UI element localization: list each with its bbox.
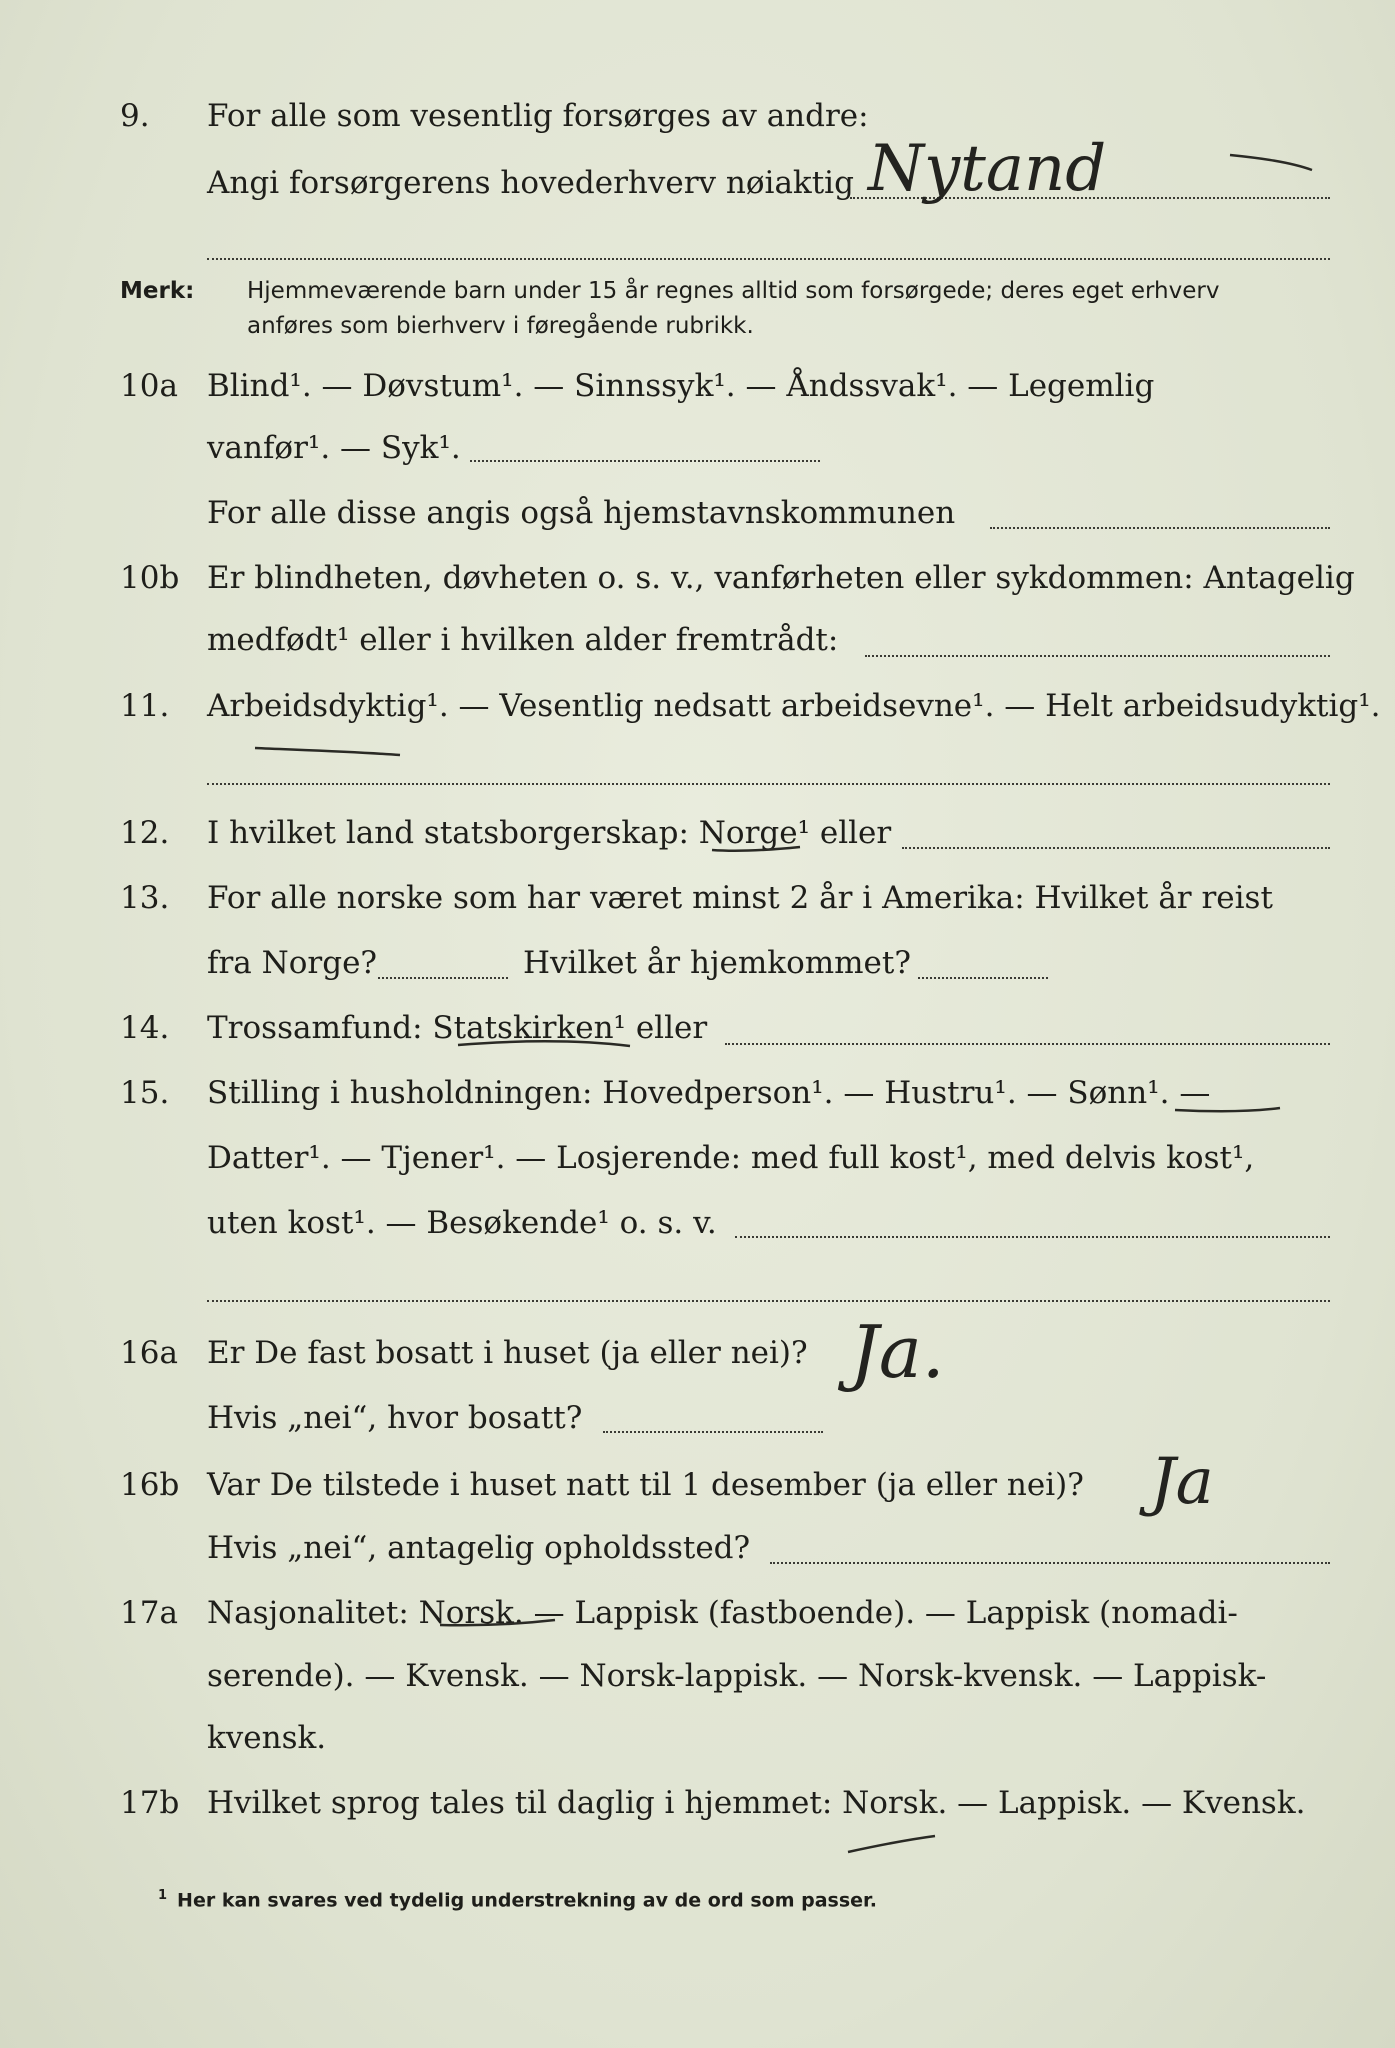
q10a-number: 10a	[120, 368, 178, 404]
q16b-number: 16b	[120, 1467, 180, 1503]
q11-number: 11.	[120, 688, 170, 724]
q16a-line1: Er De fast bosatt i huset (ja eller nei)?	[207, 1335, 808, 1371]
q15-line1: Stilling i husholdningen: Hovedperson¹. — Hustru¹. — Sønn¹. —	[207, 1075, 1211, 1111]
q15-line3: uten kost¹. — Besøkende¹ o. s. v.	[207, 1205, 717, 1241]
q17a-line1: Nasjonalitet: Norsk. — Lappisk (fastboende). — Lappisk (nomadi-	[207, 1595, 1238, 1631]
q16b-handwritten-answer: Ja	[1150, 1445, 1214, 1519]
q10b-line1: Er blindheten, døvheten o. s. v., vanførheten eller sykdommen: Antagelig	[207, 560, 1355, 596]
q17b-line1: Hvilket sprog tales til daglig i hjemmet: Norsk. — Lappisk. — Kvensk.	[207, 1785, 1306, 1821]
q14-number: 14.	[120, 1010, 170, 1046]
q17a-line3: kvensk.	[207, 1720, 327, 1756]
q15-line2: Datter¹. — Tjener¹. — Losjerende: med full kost¹, med delvis kost¹,	[207, 1140, 1255, 1176]
underline-statskirken	[458, 1041, 630, 1046]
q11-line1: Arbeidsdyktig¹. — Vesentlig nedsatt arbeidsevne¹. — Helt arbeidsudyktig¹.	[207, 688, 1381, 724]
q16a-handwritten-answer: Ja.	[850, 1310, 945, 1394]
q10b-line2: medfødt¹ eller i hvilken alder fremtrådt:	[207, 622, 839, 658]
footnote-mark: 1	[158, 1888, 168, 1903]
q13-line1: For alle norske som har været minst 2 år i Amerika: Hvilket år reist	[207, 880, 1273, 916]
q10a-line2: vanfør¹. — Syk¹.	[207, 430, 461, 466]
q10a-line1: Blind¹. — Døvstum¹. — Sinnssyk¹. — Åndssvak¹. — Legemlig	[207, 368, 1155, 404]
q13-line2b: Hvilket år hjemkommet?	[523, 945, 911, 981]
q10a-line3: For alle disse angis også hjemstavnskommunen	[207, 495, 956, 531]
merk-label: Merk:	[120, 278, 195, 304]
q14-line1: Trossamfund: Statskirken¹ eller	[207, 1010, 708, 1046]
q17b-number: 17b	[120, 1785, 180, 1821]
q13-number: 13.	[120, 880, 170, 916]
q9-number: 9.	[120, 98, 150, 134]
underline-norge	[712, 847, 800, 851]
merk-line1: Hjemmeværende barn under 15 år regnes alltid som forsørgede; deres eget erhverv	[247, 278, 1220, 304]
merk-line2: anføres som bierhverv i føregående rubrikk.	[247, 313, 754, 339]
q9-handwritten-answer: Nytand	[868, 132, 1107, 206]
q16b-line2: Hvis „nei“, antagelig opholdssted?	[207, 1530, 751, 1566]
q16b-line1: Var De tilstede i huset natt til 1 desember (ja eller nei)?	[207, 1467, 1084, 1503]
q17a-number: 17a	[120, 1595, 178, 1631]
q17a-line2: serende). — Kvensk. — Norsk-lappisk. — Norsk-kvensk. — Lappisk-	[207, 1658, 1267, 1694]
q16a-number: 16a	[120, 1335, 178, 1371]
underline-norsk-17b	[848, 1836, 935, 1852]
q9-line2: Angi forsørgerens hovederhverv nøiaktig	[207, 165, 854, 201]
q15-number: 15.	[120, 1075, 170, 1111]
underline-norsk-17a	[440, 1620, 555, 1625]
q12-number: 12.	[120, 815, 170, 851]
footnote-text: Her kan svares ved tydelig understrekning av de ord som passer.	[177, 1889, 877, 1912]
underline-q9-flourish	[1230, 155, 1312, 170]
q12-line1: I hvilket land statsborgerskap: Norge¹ eller	[207, 815, 892, 851]
q16a-line2: Hvis „nei“, hvor bosatt?	[207, 1400, 583, 1436]
q10b-number: 10b	[120, 560, 180, 596]
q9-line1: For alle som vesentlig forsørges av andre:	[207, 98, 869, 134]
underline-sonn	[1175, 1108, 1280, 1111]
q13-line2a: fra Norge?	[207, 945, 378, 981]
underline-arbeidsdyktig	[255, 748, 400, 755]
